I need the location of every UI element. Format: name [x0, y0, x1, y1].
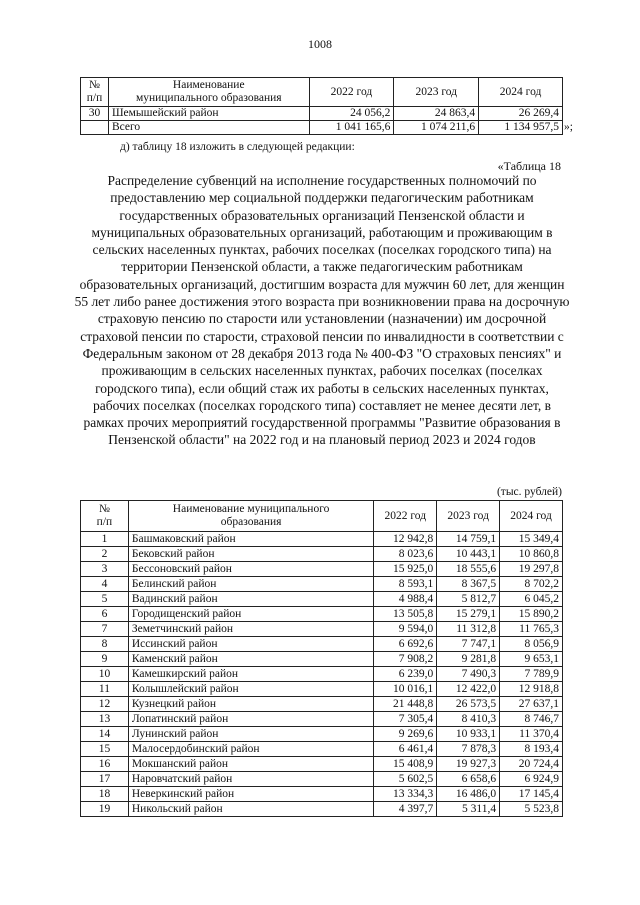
- table-header-row: [81, 78, 563, 107]
- header-2023: 2023 год: [394, 78, 479, 107]
- cell-2022: 13 334,3: [374, 787, 437, 802]
- cell-name: Колышлейский район: [128, 682, 373, 697]
- cell-2022: 9 269,6: [374, 727, 437, 742]
- cell-2022: 6 692,6: [374, 637, 437, 652]
- cell-2023: 8 367,5: [437, 577, 500, 592]
- table-row: [81, 562, 563, 577]
- cell-name: Бессоновский район: [128, 562, 373, 577]
- previous-table-end: [80, 77, 563, 135]
- table-row: [81, 652, 563, 667]
- cell-2023: 5 311,4: [437, 802, 500, 817]
- cell-2024: 26 269,4: [479, 107, 563, 121]
- header-2024: 2024 год: [479, 78, 563, 107]
- header-2024: 2024 год: [500, 501, 563, 532]
- cell-2024: 8 746,7: [500, 712, 563, 727]
- cell-2023: 26 573,5: [437, 697, 500, 712]
- cell-2023: 15 279,1: [437, 607, 500, 622]
- cell-2023: 12 422,0: [437, 682, 500, 697]
- cell-2024: 19 297,8: [500, 562, 563, 577]
- table-row: [81, 772, 563, 787]
- table-row: [81, 742, 563, 757]
- header-name: Наименование муниципального образования: [128, 501, 373, 532]
- cell-num: 1: [81, 532, 129, 547]
- cell-2024: 5 523,8: [500, 802, 563, 817]
- cell-num: 8: [81, 637, 129, 652]
- cell-num: 14: [81, 727, 129, 742]
- cell-num: 3: [81, 562, 129, 577]
- cell-2024: 10 860,8: [500, 547, 563, 562]
- cell-name: Белинский район: [128, 577, 373, 592]
- cell-name: Никольский район: [128, 802, 373, 817]
- cell-num: 15: [81, 742, 129, 757]
- table-row: [81, 757, 563, 772]
- cell-2022: 1 041 165,6: [309, 121, 394, 135]
- cell-2024: 12 918,8: [500, 682, 563, 697]
- cell-name: Каменский район: [128, 652, 373, 667]
- cell-2023: 8 410,3: [437, 712, 500, 727]
- cell-2022: 7 908,2: [374, 652, 437, 667]
- table-label: «Таблица 18: [497, 159, 561, 173]
- cell-2022: 7 305,4: [374, 712, 437, 727]
- page-number: 1008: [308, 37, 332, 51]
- cell-2023: 6 658,6: [437, 772, 500, 787]
- cell-2023: 7 878,3: [437, 742, 500, 757]
- cell-num: 12: [81, 697, 129, 712]
- table-row: [81, 727, 563, 742]
- cell-2023: 24 863,4: [394, 107, 479, 121]
- cell-2022: 15 408,9: [374, 757, 437, 772]
- cell-2023: 11 312,8: [437, 622, 500, 637]
- cell-num: 17: [81, 772, 129, 787]
- cell-2022: 8 023,6: [374, 547, 437, 562]
- cell-2022: 10 016,1: [374, 682, 437, 697]
- cell-2023: 7 747,1: [437, 637, 500, 652]
- cell-num: 6: [81, 607, 129, 622]
- header-2023: 2023 год: [437, 501, 500, 532]
- cell-2023: 16 486,0: [437, 787, 500, 802]
- cell-num: 7: [81, 622, 129, 637]
- cell-num: 9: [81, 652, 129, 667]
- cell-num: 16: [81, 757, 129, 772]
- cell-num: 10: [81, 667, 129, 682]
- table-row: [81, 682, 563, 697]
- cell-2024: 11 765,3: [500, 622, 563, 637]
- table-row: [81, 802, 563, 817]
- cell-2024: 1 134 957,5: [479, 121, 563, 135]
- cell-num: 2: [81, 547, 129, 562]
- cell-name: Мокшанский район: [128, 757, 373, 772]
- table-row: [81, 697, 563, 712]
- table-header-row: [81, 501, 563, 532]
- cell-name: Иссинский район: [128, 637, 373, 652]
- cell-2022: 4 988,4: [374, 592, 437, 607]
- cell-name: Башмаковский район: [128, 532, 373, 547]
- header-num: № п/п: [81, 501, 129, 532]
- subsidy-table: [80, 500, 563, 817]
- table-row: [81, 622, 563, 637]
- cell-2022: 21 448,8: [374, 697, 437, 712]
- cell-2022: 24 056,2: [309, 107, 394, 121]
- header-name: Наименование муниципального образования: [108, 78, 309, 107]
- cell-2024: 7 789,9: [500, 667, 563, 682]
- cell-2023: 14 759,1: [437, 532, 500, 547]
- cell-2023: 10 443,1: [437, 547, 500, 562]
- cell-2024: 27 637,1: [500, 697, 563, 712]
- cell-2024: 15 890,2: [500, 607, 563, 622]
- cell-num: 13: [81, 712, 129, 727]
- cell-2024: 8 702,2: [500, 577, 563, 592]
- cell-2022: 5 602,5: [374, 772, 437, 787]
- units-label: (тыс. рублей): [496, 486, 562, 498]
- cell-2022: 15 925,0: [374, 562, 437, 577]
- cell-2024: 6 045,2: [500, 592, 563, 607]
- cell-2022: 6 461,4: [374, 742, 437, 757]
- cell-2024: 6 924,9: [500, 772, 563, 787]
- table-row: [81, 667, 563, 682]
- table-row: [81, 787, 563, 802]
- cell-name: Вадинский район: [128, 592, 373, 607]
- cell-num: 4: [81, 577, 129, 592]
- cell-num: 11: [81, 682, 129, 697]
- cell-name: Бековский район: [128, 547, 373, 562]
- cell-num: 30: [81, 107, 109, 121]
- table-row: [81, 607, 563, 622]
- cell-2022: 12 942,8: [374, 532, 437, 547]
- header-2022: 2022 год: [374, 501, 437, 532]
- table-row: [81, 712, 563, 727]
- cell-name: Наровчатский район: [128, 772, 373, 787]
- cell-name: Лунинский район: [128, 727, 373, 742]
- cell-2024: 8 056,9: [500, 637, 563, 652]
- cell-num: 5: [81, 592, 129, 607]
- amendment-instruction: д) таблицу 18 изложить в следующей редакции:: [120, 141, 355, 153]
- cell-2022: 6 239,0: [374, 667, 437, 682]
- cell-name: Всего: [108, 121, 309, 135]
- table-row: [81, 107, 563, 121]
- cell-name: Камешкирский район: [128, 667, 373, 682]
- cell-2024: 17 145,4: [500, 787, 563, 802]
- cell-2024: 11 370,4: [500, 727, 563, 742]
- cell-name: Шемышейский район: [108, 107, 309, 121]
- table-row: [81, 577, 563, 592]
- cell-name: Малосердобинский район: [128, 742, 373, 757]
- cell-name: Земетчинский район: [128, 622, 373, 637]
- cell-2022: 8 593,1: [374, 577, 437, 592]
- table-row: [81, 532, 563, 547]
- header-2022: 2022 год: [309, 78, 394, 107]
- cell-2023: 9 281,8: [437, 652, 500, 667]
- table-row: [81, 592, 563, 607]
- cell-num: [81, 121, 109, 135]
- cell-2023: 10 933,1: [437, 727, 500, 742]
- cell-name: Неверкинский район: [128, 787, 373, 802]
- cell-2023: 18 555,6: [437, 562, 500, 577]
- table-title: Распределение субвенций на исполнение государственных полномочий по предоставлению мер социальной поддержки педагогическим работникам государственных образовательных организаций Пензенской области и муниципальных образовательных организаций, работающим и проживающим в сельских населенных пунктах, рабочих поселках (поселках городского типа) на территории Пензенской области, а также педагогическим работникам образовательных организаций, достигшим возраста для мужчин 60 лет, для женщин 55 лет либо ранее достижения этого возраста при возникновении права на досрочную страховую пенсию по старости или установлении (назначении) им досрочной страховой пенсии по старости, страховой пенсии по инвалидности в соответствии с Федеральным законом от 28 декабря 2013 года № 400-ФЗ "О страховых пенсиях" и проживающим в сельских населенных пунктах, рабочих поселках (поселках городского типа), если общий стаж их работы в сельских населенных пунктах, рабочих поселках (поселках городского типа) составляет не менее десяти лет, в рамках прочих мероприятий государственной программы "Развитие образования в Пензенской области" на 2022 год и на плановый период 2023 и 2024 годов: [74, 173, 570, 448]
- cell-2024: 9 653,1: [500, 652, 563, 667]
- cell-2023: 1 074 211,6: [394, 121, 479, 135]
- table-row: [81, 547, 563, 562]
- cell-2023: 5 812,7: [437, 592, 500, 607]
- cell-2024: 15 349,4: [500, 532, 563, 547]
- cell-name: Лопатинский район: [128, 712, 373, 727]
- cell-name: Кузнецкий район: [128, 697, 373, 712]
- cell-2024: 20 724,4: [500, 757, 563, 772]
- cell-2022: 9 594,0: [374, 622, 437, 637]
- cell-num: 18: [81, 787, 129, 802]
- cell-2022: 13 505,8: [374, 607, 437, 622]
- cell-2023: 19 927,3: [437, 757, 500, 772]
- cell-2022: 4 397,7: [374, 802, 437, 817]
- header-num: № п/п: [81, 78, 109, 107]
- table-row-total: [81, 121, 563, 135]
- closing-quote: »;: [564, 121, 573, 133]
- cell-2024: 8 193,4: [500, 742, 563, 757]
- cell-2023: 7 490,3: [437, 667, 500, 682]
- table-row: [81, 637, 563, 652]
- cell-num: 19: [81, 802, 129, 817]
- cell-name: Городищенский район: [128, 607, 373, 622]
